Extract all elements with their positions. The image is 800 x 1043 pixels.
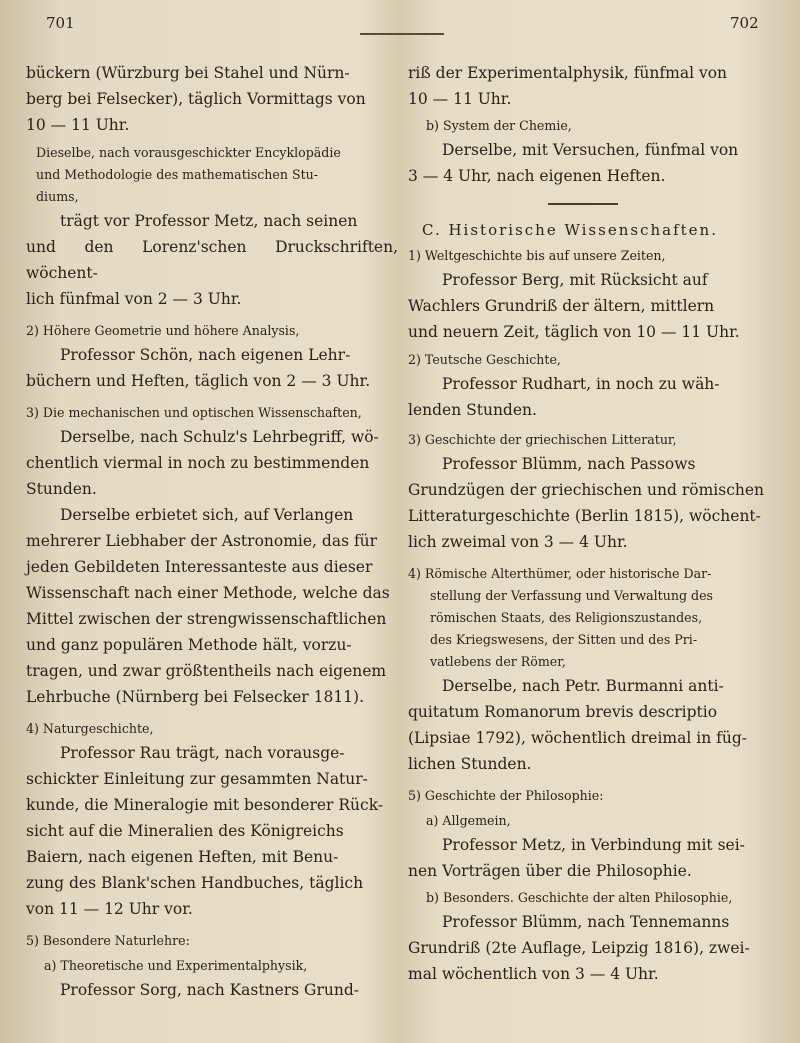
text-line: Baiern, nach eigenen Heften, mit Benu-	[26, 848, 339, 866]
course-heading: 5) Besondere Naturlehre:	[26, 933, 190, 948]
text-line: diums,	[36, 189, 79, 204]
text-line: mehrerer Liebhaber der Astronomie, das für	[26, 532, 378, 550]
text-line: Professor Rudhart, in noch zu wäh-	[442, 374, 720, 393]
text-line: römischen Staats, des Religionszustandes,	[430, 609, 703, 625]
text-line: Professor Blümm, nach Tennemanns	[442, 912, 730, 931]
text-line: Professor Sorg, nach Kastners Grund-	[60, 981, 359, 999]
course-subheading: a) Theoretische und Experimentalphysik,	[44, 958, 308, 973]
text-line: stellung der Verfassung und Verwaltung des	[430, 587, 713, 603]
text-line: Professor Metz, in Verbindung mit sei-	[442, 835, 745, 854]
text-line: kunde, die Mineralogie mit besonderer Rück-	[26, 796, 384, 814]
course-heading: 5) Geschichte der Philosophie:	[408, 787, 604, 803]
text-line: büchern und Heften, täglich von 2 — 3 Uhr.	[26, 372, 371, 390]
text-line: Grundriß (2te Auflage, Leipzig 1816), zwei-	[408, 938, 750, 957]
text-line: 10 — 11 Uhr.	[26, 116, 130, 134]
header-rule	[360, 33, 444, 35]
course-subheading: b) Besonders. Geschichte der alten Philosophie,	[426, 889, 733, 905]
left-page-column	[26, 60, 398, 1003]
right-page-column	[408, 60, 776, 987]
course-heading: 2) Teutsche Geschichte,	[408, 351, 561, 367]
text-line: Professor Berg, mit Rücksicht auf	[442, 270, 708, 289]
course-heading: 1) Weltgeschichte bis auf unsere Zeiten,	[408, 247, 666, 263]
course-heading: 3) Geschichte der griechischen Litteratur,	[408, 431, 677, 447]
text-line: berg bei Felsecker), täglich Vormittags von	[26, 90, 366, 108]
text-line: Dieselbe, nach vorausgeschickter Encyklopädie	[36, 145, 341, 160]
text-line: Lehrbuche (Nürnberg bei Felsecker 1811).	[26, 688, 365, 706]
text-line: Wissenschaft nach einer Methode, welche das	[26, 584, 390, 602]
text-line: Professor Blümm, nach Passows	[442, 454, 696, 473]
text-line: riß der Experimentalphysik, fünfmal von	[408, 64, 728, 82]
text-line: Professor Rau trägt, nach vorausge-	[60, 744, 345, 762]
text-line: Mittel zwischen der strengwissenschaftlichen	[26, 610, 387, 628]
text-line: 4) Römische Alterthümer, oder historische Dar-	[408, 565, 712, 581]
text-line: Derselbe, mit Versuchen, fünfmal von	[442, 141, 739, 159]
text-line: Derselbe erbietet sich, auf Verlangen	[60, 506, 354, 524]
text-line: Grundzügen der griechischen und römischen	[408, 480, 765, 499]
text-line: des Kriegswesens, der Sitten und des Pri-	[430, 631, 698, 647]
course-heading	[408, 563, 776, 673]
text-line: zung des Blank'schen Handbuches, täglich	[26, 874, 364, 892]
page-number-left: 701	[46, 14, 75, 32]
text-line: Derselbe, nach Schulz's Lehrbegriff, wö-	[60, 428, 379, 446]
text-line: mal wöchentlich von 3 — 4 Uhr.	[408, 964, 659, 983]
section-divider	[548, 203, 618, 205]
text-line: lich zweimal von 3 — 4 Uhr.	[408, 532, 628, 551]
section-heading: C. Historische Wissenschaften.	[422, 220, 718, 239]
course-subheading: a) Allgemein,	[426, 812, 511, 828]
course-heading	[36, 142, 398, 208]
text-line: schickter Einleitung zur gesammten Natur-	[26, 770, 368, 788]
text-line: vatlebens der Römer,	[430, 653, 566, 669]
text-line: und den Lorenz'schen Druckschriften, wöchent-	[26, 238, 398, 282]
text-line: und neuern Zeit, täglich von 10 — 11 Uhr.	[408, 322, 740, 341]
text-line: Litteraturgeschichte (Berlin 1815), wöchent-	[408, 506, 761, 525]
text-line: Professor Schön, nach eigenen Lehr-	[60, 346, 351, 364]
text-line: jeden Gebildeten Interessanteste aus dieser	[26, 558, 373, 576]
text-line: chentlich viermal in noch zu bestimmenden	[26, 454, 370, 472]
text-line: lenden Stunden.	[408, 400, 537, 419]
text-line: sicht auf die Mineralien des Königreichs	[26, 822, 344, 840]
text-line: Stunden.	[26, 480, 97, 498]
text-line: Wachlers Grundriß der ältern, mittlern	[408, 296, 715, 315]
text-line: von 11 — 12 Uhr vor.	[26, 900, 193, 918]
text-line: und Methodologie des mathematischen Stu-	[36, 167, 319, 182]
course-subheading: b) System der Chemie,	[426, 118, 572, 133]
text-line: 3 — 4 Uhr, nach eigenen Heften.	[408, 167, 666, 185]
text-line: nen Vorträgen über die Philosophie.	[408, 861, 692, 880]
text-line: quitatum Romanorum brevis descriptio	[408, 702, 718, 721]
text-line: (Lipsiae 1792), wöchentlich dreimal in füg-	[408, 728, 748, 747]
text-line: lichen Stunden.	[408, 754, 532, 773]
course-heading: 4) Naturgeschichte,	[26, 721, 154, 736]
course-heading: 3) Die mechanischen und optischen Wissenschaften,	[26, 405, 362, 420]
page-number-right: 702	[730, 14, 759, 32]
text-line: 10 — 11 Uhr.	[408, 90, 512, 108]
course-heading: 2) Höhere Geometrie und höhere Analysis,	[26, 323, 300, 338]
text-line: und ganz populären Methode hält, vorzu-	[26, 636, 352, 654]
text-line: trägt vor Professor Metz, nach seinen	[60, 212, 358, 230]
text-line: Derselbe, nach Petr. Burmanni anti-	[442, 676, 724, 695]
text-line: tragen, und zwar größtentheils nach eigenem	[26, 662, 387, 680]
text-line: lich fünfmal von 2 — 3 Uhr.	[26, 290, 242, 308]
text-line: bückern (Würzburg bei Stahel und Nürn-	[26, 64, 350, 82]
